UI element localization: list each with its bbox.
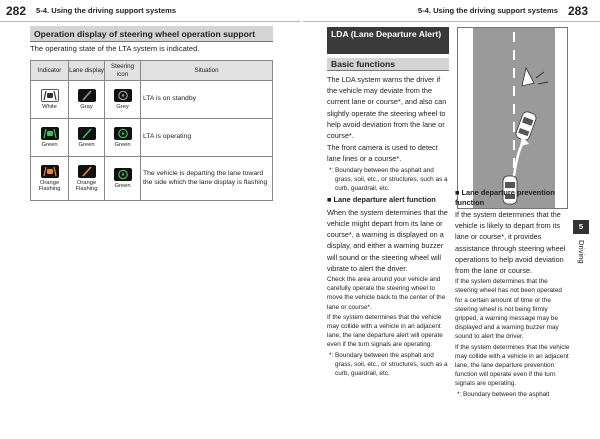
table-row xyxy=(31,157,273,201)
situation-text: LTA is on standby xyxy=(141,81,273,119)
steering-label: Green xyxy=(114,182,131,189)
left-page-header xyxy=(0,0,300,22)
lane-gray-icon xyxy=(78,89,96,102)
operation-display-heading: Operation display of steering wheel operation support xyxy=(30,26,273,42)
situation-text: The vehicle is departing the lane toward the side which the lane display is flashing xyxy=(141,157,273,201)
footnote: *: Boundary between the asphalt and grass, soil, etc., or structures, such as a curb, guardrail, etc. xyxy=(329,351,448,377)
steering-wheel-green-icon xyxy=(114,168,132,181)
indicator-label: Orange Flashing xyxy=(38,179,61,192)
table-header-row xyxy=(31,61,273,81)
right-section-title: 5-4. Using the driving support systems xyxy=(417,6,558,15)
lta-status-table xyxy=(30,60,273,201)
lta-green-icon xyxy=(41,127,59,140)
bullet-heading: ■ Lane departure prevention function xyxy=(455,188,555,207)
right-column-2 xyxy=(455,186,571,400)
lta-white-icon xyxy=(41,89,59,102)
th-lane-display: Lane display xyxy=(69,61,105,81)
small-paragraph: Check the area around your vehicle and carefully operate the steering wheel to move the vehicle back to the center of the lane or course*. xyxy=(327,275,446,311)
lane-green-icon xyxy=(78,127,96,140)
lta-orange-icon xyxy=(41,165,59,178)
chapter-tab-label: Driving xyxy=(577,240,586,264)
steering-wheel-gray-icon xyxy=(114,89,132,102)
bullet-heading: ■ Lane departure alert function xyxy=(327,195,436,205)
left-page-number: 282 xyxy=(6,3,27,18)
steering-label: Grey xyxy=(116,103,129,110)
chapter-tab-number: 5 xyxy=(573,220,589,234)
steering-label: Green xyxy=(114,141,131,148)
th-steering-icon: Steering icon xyxy=(105,61,141,81)
lda-title: LDA (Lane Departure Alert) xyxy=(327,27,449,54)
indicator-label: White xyxy=(42,103,57,110)
lane-label: Orange Flashing xyxy=(75,179,98,192)
small-paragraph: If the system determines that the vehicle may collide with a vehicle in an adjacent lane, the lane departure prevention function will operate even if the turn signals are operating. xyxy=(455,343,570,388)
paragraph: When the system determines that the vehicle might depart from its lane or course*, a warning is displayed on a display, and either a warning buzzer will sound or the steering wheel will vibrate to alert the driver. xyxy=(327,207,448,273)
steering-wheel-green-icon xyxy=(114,127,132,140)
small-paragraph: If the system determines that the vehicle may collide with a vehicle in an adjacent lane, the lane departure alert will operate even if the turn signals are operating. xyxy=(327,313,443,349)
paragraph: If the system determines that the vehicle is likely to depart from its lane or course*, it provides assistance through steering wheel operations to help avoid deviation from the lane or course. xyxy=(455,210,566,276)
th-indicator: Indicator xyxy=(31,61,69,81)
footnote: *: Boundary between the asphalt and grass, soil, etc., or structures, such as a curb, guardrail, etc. xyxy=(329,166,448,193)
th-situation: Situation xyxy=(141,61,273,81)
lane-label: Green xyxy=(78,141,95,148)
intro-text: The operating state of the LTA system is indicated. xyxy=(30,44,200,53)
right-page-header xyxy=(303,0,600,22)
lane-departure-illustration xyxy=(457,27,568,209)
basic-functions-heading: Basic functions xyxy=(327,58,449,71)
lane-orange-icon xyxy=(78,165,96,178)
table-row xyxy=(31,81,273,119)
left-section-title: 5-4. Using the driving support systems xyxy=(36,6,177,15)
footnote: *: Boundary between the asphalt xyxy=(457,390,550,398)
small-paragraph: If the system determines that the steering wheel has not been operated for a certain amount of time or the steering wheel is not being firmly gripped, a warning message may be displayed and a warning buzzer may sound to alert the driver. xyxy=(455,278,562,341)
situation-text: LTA is operating xyxy=(141,119,273,157)
right-page-number: 283 xyxy=(567,3,588,18)
right-column-1 xyxy=(327,74,451,379)
paragraph: The LDA system warns the driver if the vehicle may deviate from the current lane or course*, and also can slightly operate the steering wheel to help avoid deviation from the lane or course*. xyxy=(327,75,447,141)
indicator-label: Green xyxy=(41,141,58,148)
paragraph: The front camera is used to detect lane lines or a course*. xyxy=(327,143,438,164)
lane-label: Gray xyxy=(80,103,93,110)
table-row xyxy=(31,119,273,157)
